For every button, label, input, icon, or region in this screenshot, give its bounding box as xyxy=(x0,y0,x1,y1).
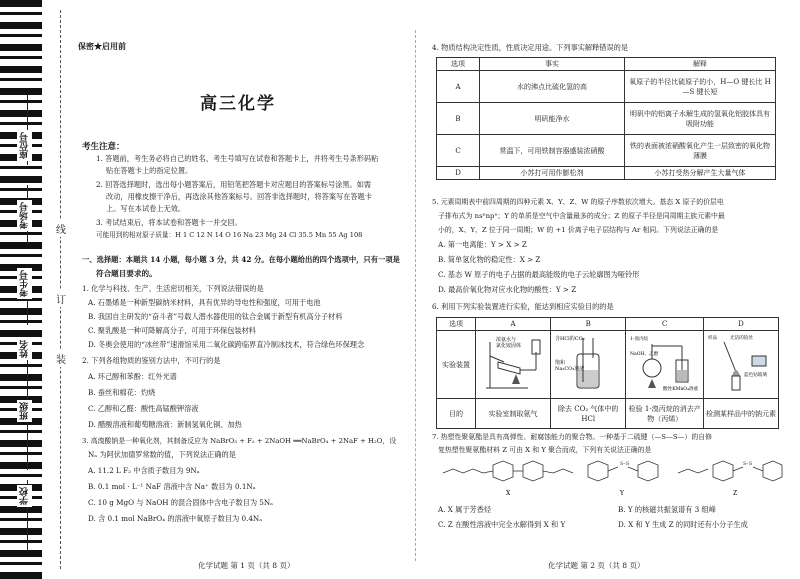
table-cell: D xyxy=(437,167,480,180)
flame-test-icon xyxy=(706,332,776,394)
apparatus-d-label: 光洁的铂丝 xyxy=(729,336,753,341)
notes-title: 考生注意： xyxy=(82,142,125,152)
field-school: 学校 xyxy=(17,485,32,507)
field-seat-number: 座位号 xyxy=(17,130,32,161)
atomic-mass-line: 可能用到的相对原子质量：H 1 C 12 N 14 O 16 Na 23 Mg 24 Cl 35.5 Mn 55 Ag 108 xyxy=(96,231,363,239)
apparatus-c-label: 1-溴丙烷 xyxy=(629,337,648,342)
option-3c: C. 10 g MgO 与 NaOH 的混合固体中含电子数目为 5Nₐ xyxy=(88,498,273,507)
confidential-label: 保密★启用前 xyxy=(78,42,126,51)
option-5b: B. 简单氢化物的稳定性：X > Z xyxy=(438,255,541,264)
question-3-cont: Nₐ 为阿伏加德罗常数的值，下列说法正确的是 xyxy=(88,450,236,459)
option-1a: A. 石墨烯是一种新型碳纳米材料，具有优异的导电性和强度，可用于电池 xyxy=(88,298,321,307)
table-header: D xyxy=(703,318,778,331)
row-label-purpose: 目的 xyxy=(437,399,476,429)
field-class: 班级 xyxy=(17,400,32,422)
question-4: 4. 物质结构决定性质，性质决定用途。下列事实解释错误的是 xyxy=(432,43,629,52)
table-header: 解释 xyxy=(625,58,776,71)
binding-mark-bind: 装 xyxy=(55,350,67,367)
apparatus-c-label: 酸性KMnO₄溶液 xyxy=(662,387,698,392)
apparatus-b-label: 含HCl的CO₂ xyxy=(555,336,585,342)
purpose-a: 实验室制取氨气 xyxy=(476,399,551,429)
table-cell: 小苏打可用作膨松剂 xyxy=(480,167,625,180)
apparatus-b xyxy=(551,331,626,399)
page-divider xyxy=(415,30,416,561)
field-student-id: 考生号 xyxy=(17,268,32,299)
q6-table xyxy=(436,317,779,429)
option-1d: D. 冬奥会使用的“冰丝带”速滑馆采用二氧化碳跨临界直冷制冰技术，符合绿色环保理念 xyxy=(88,340,365,349)
q4-table xyxy=(436,57,776,180)
question-6: 6. 利用下列实验装置进行实验，能达到相应实验目的的是 xyxy=(432,302,614,311)
question-7: 7. 热塑性聚氨酯是具有高弹性、耐腐蚀能力的聚合物。一种基于二硫键（—S—S—）的自修 xyxy=(432,433,713,441)
section-heading: 符合题目要求的。 xyxy=(96,269,157,278)
label-y: Y xyxy=(620,490,624,497)
option-5a: A. 第一电离能：Y > X > Z xyxy=(438,240,527,249)
question-5-cont: 小的，X、Y、Z 位于同一周期；W 的 +1 价离子电子层结构与 Ar 相同。下列说法正确的是 xyxy=(438,226,719,234)
table-header: A xyxy=(476,318,551,331)
field-exam-room: 考场号 xyxy=(17,200,32,231)
table-cell: A xyxy=(437,71,480,103)
option-5d: D. 最高价氧化物对应水化物的酸性：Y > Z xyxy=(438,285,577,294)
apparatus-d-label: 蓝色钴玻璃 xyxy=(743,373,767,378)
table-header: 选项 xyxy=(437,318,476,331)
apparatus-b-label: Na₂CO₃溶液 xyxy=(555,366,585,372)
table-cell: 氧原子的半径比硫原子的小，H—O 键长比 H—S 键长短 xyxy=(625,71,776,103)
table-header: 选项 xyxy=(437,58,480,71)
purpose-d: 检测某样品中的钠元素 xyxy=(703,399,778,429)
apparatus-d-label: 样品 xyxy=(707,336,718,341)
table-cell: C xyxy=(437,135,480,167)
page-title: 高三化学 xyxy=(200,94,276,114)
apparatus-c xyxy=(626,331,704,399)
option-2b: B. 蚕丝和棉花：灼烧 xyxy=(88,388,156,397)
table-header: B xyxy=(551,318,626,331)
question-1: 1. 化学与科技、生产、生活密切相关，下列说法错误的是 xyxy=(82,284,264,293)
apparatus-a-label: 氯化铵固体 xyxy=(496,343,522,349)
field-name: 姓名 xyxy=(17,338,32,360)
option-3d: D. 含 0.1 mol NaBrO₄ 的溶液中氧原子数目为 0.4Nₐ xyxy=(88,514,262,523)
option-3b: B. 0.1 mol · L⁻¹ NaF 溶液中含 Na⁺ 数目为 0.1Nₐ xyxy=(88,482,256,491)
label-z: Z xyxy=(733,490,738,497)
page-1 xyxy=(78,0,408,579)
page-2 xyxy=(428,0,790,579)
option-7d: D. X 和 Y 生成 Z 的同时还有小分子生成 xyxy=(618,520,748,529)
table-header: 事实 xyxy=(480,58,625,71)
apparatus-a-label: 浓氨水与 xyxy=(496,337,517,343)
field-line xyxy=(27,415,28,470)
option-7a: A. X 属于芳香烃 xyxy=(438,505,492,514)
option-5c: C. 基态 W 原子的电子占据的最高能级的电子云轮廓图为哑铃形 xyxy=(438,270,640,279)
apparatus-b-label: 饱和 xyxy=(555,360,566,366)
table-cell: 铁的表面被浓硝酸氧化产生一层致密的氧化物薄膜 xyxy=(625,135,776,167)
page-footer: 化学试题 第 2 页（共 8 页） xyxy=(548,561,645,570)
apparatus-a xyxy=(476,331,551,399)
page-footer: 化学试题 第 1 页（共 8 页） xyxy=(198,561,295,570)
row-label-apparatus: 实验装置 xyxy=(437,331,476,399)
table-cell: 明矾中的铝离子水解生成的氢氧化铝胶体具有吸附功能 xyxy=(625,103,776,135)
note-line: 2. 回答选择题时，选出每小题答案后，用铅笔把答题卡对应题目的答案标号涂黑。如需 xyxy=(96,180,372,189)
binding-mark-line: 线 xyxy=(55,220,67,237)
washing-bottle-icon xyxy=(553,332,623,394)
option-2d: D. 醋酸溶液和葡萄糖溶液：新制氢氧化铜、加热 xyxy=(88,420,242,429)
section-heading: 一、选择题：本题共 14 小题，每小题 3 分，共 42 分。在每小题给出的四个选项中，只有一项是 xyxy=(82,255,400,264)
question-2: 2. 下列各组物质的鉴别方法中，不可行的是 xyxy=(82,356,221,365)
option-3a: A. 11.2 L F₂ 中含质子数目为 9Nₐ xyxy=(88,466,200,475)
note-line: 1. 答题前，考生务必将自己的姓名、考生号填写在试卷和答题卡上，并将考生号条形码粘 xyxy=(96,154,379,163)
ammonia-apparatus-icon xyxy=(478,332,548,394)
question-5: 5. 元素周期表中前四周期的四种元素 X、Y、Z、W 的原子序数依次增大。基态 X 原子的价层电 xyxy=(432,198,724,206)
q7-molecule-structures xyxy=(438,455,783,501)
option-7c: C. Z 在酸性溶液中完全水解得到 X 和 Y xyxy=(438,520,566,529)
note-line: 3. 考试结束后，将本试卷和答题卡一并交回。 xyxy=(96,218,242,227)
label-x: X xyxy=(506,490,511,497)
table-cell: 明矾能净水 xyxy=(480,103,625,135)
note-line: 改动，用橡皮擦干净后，再选涂其他答案标号。回答非选择题时，将答案写在答题卡 xyxy=(106,192,372,201)
svg-text:S–S: S–S xyxy=(743,461,753,467)
option-1c: C. 聚乳酸是一种可降解高分子，可用于环保包装材料 xyxy=(88,326,256,335)
note-line: 上。写在本试卷上无效。 xyxy=(106,204,186,213)
table-header: C xyxy=(626,318,704,331)
table-cell: B xyxy=(437,103,480,135)
purpose-c: 检验 1-溴丙烷的消去产物（丙烯） xyxy=(626,399,704,429)
table-cell: 常温下，可用铁制容器盛装浓硝酸 xyxy=(480,135,625,167)
question-3: 3. 高溴酸钠是一种氧化剂，其制备反应为 NaBrO₃ + F₂ + 2NaOH ══NaBrO₄ + 2NaF + H₂O，设 xyxy=(82,437,397,445)
option-2a: A. 环己醇和苯酚：红外光谱 xyxy=(88,372,177,381)
svg-text:S–S: S–S xyxy=(620,461,630,467)
apparatus-d xyxy=(703,331,778,399)
table-cell: 水的沸点比硫化氢的高 xyxy=(480,71,625,103)
option-7b: B. Y 的核磁共振氢谱有 3 组峰 xyxy=(618,505,716,514)
note-line: 贴在答题卡上的指定位置。 xyxy=(106,166,193,175)
table-cell: 小苏打受热分解产生大量气体 xyxy=(625,167,776,180)
elimination-apparatus-icon xyxy=(630,332,700,394)
binding-strip xyxy=(0,0,75,579)
apparatus-c-label: NaOH、乙醇 xyxy=(629,352,659,357)
question-5-cont: 子排布式为 nsⁿnpⁿ；Y 的单质是空气中含量最多的成分；Z 的原子半径是同周期主族元素中最 xyxy=(438,212,725,220)
question-7-cont: 复热塑性聚氨酯材料 Z 可由 X 和 Y 聚合而成，下列有关说法正确的是 xyxy=(438,446,652,454)
option-2c: C. 乙醇和乙醛：酸性高锰酸钾溶液 xyxy=(88,404,199,413)
binding-mark-staple: 订 xyxy=(55,290,67,307)
option-1b: B. 我国自主研发的“奋斗者”号载人潜水器使用的钛合金属于新型有机高分子材料 xyxy=(88,312,343,321)
purpose-b: 除去 CO₂ 气体中的 HCl xyxy=(551,399,626,429)
